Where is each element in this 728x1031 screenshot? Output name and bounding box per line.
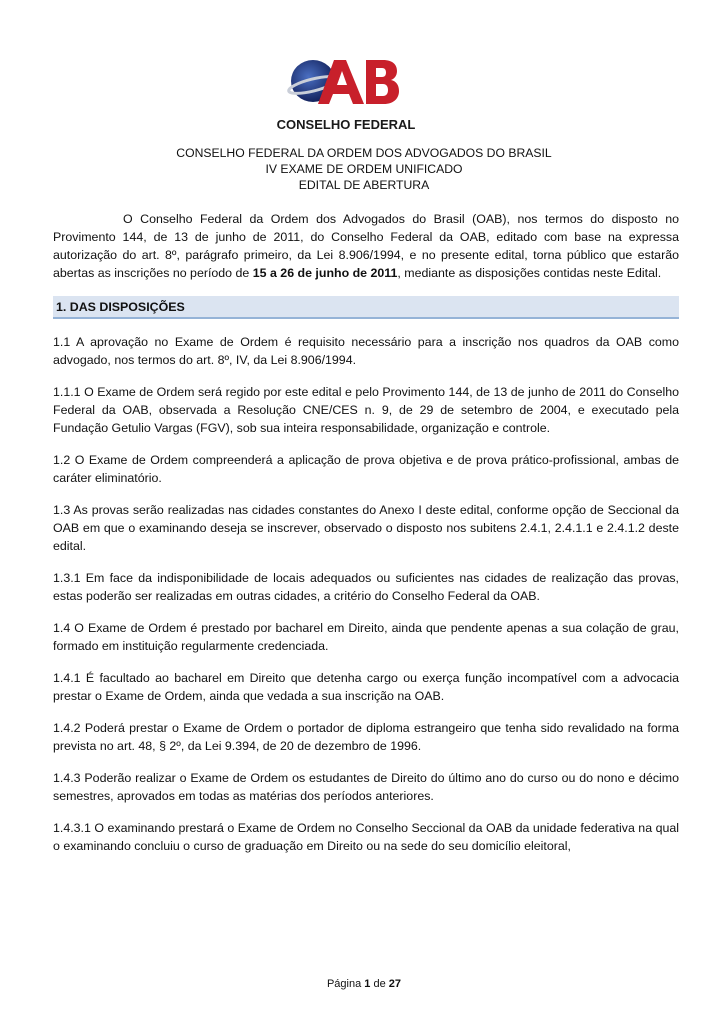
header-line-exam: IV EXAME DE ORDEM UNIFICADO [265,162,463,176]
paragraph-1-2: 1.2 O Exame de Ordem compreenderá a aplicação de prova objetiva e de prova prático-profissional, ambas de caráter eliminatório. [53,453,679,485]
intro-text-after: , mediante as disposições contidas neste Edital. [397,266,662,280]
oab-logo [276,52,416,134]
paragraph-1-1-1: 1.1.1 O Exame de Ordem será regido por este edital e pelo Provimento 144, de 13 de junho de 2011 do Conselho Federal da OAB, observada a Resolução CNE/CES n. 9, de 29 de setembro de 2004, e executado pela Fundação Getulio Vargas (FGV), sob sua inteira responsabilidade, organização e controle. [53,385,679,435]
intro-text-before: O Conselho Federal da Ordem dos Advogados do Brasil (OAB), nos termos do disposto no Provimento 144, de 13 de junho de 2011, do Conselho Federal da OAB, editado com base na expressa autorização do art. 8º, parágrafo primeiro, da Lei 8.906/1994, e no presente edital, torna público que estarão abertas as inscrições no período de [53,212,679,280]
page-current: 1 [364,978,371,990]
paragraph-1-4: 1.4 O Exame de Ordem é prestado por bacharel em Direito, ainda que pendente apenas a sua colação de grau, formado em instituição regularmente credenciada. [53,621,679,653]
paragraph-1-3: 1.3 As provas serão realizadas nas cidades constantes do Anexo I deste edital, conforme opção de Seccional da OAB em que o examinando deseja se inscrever, observado o disposto nos subitens 2.4.1, 2.4.1.1 e 2.4.1.2 deste edital. [53,503,679,553]
page-label: Página [326,978,362,990]
section-heading-disposicoes: 1. DAS DISPOSIÇÕES [53,296,679,319]
paragraph-1-4-1: 1.4.1 É facultado ao bacharel em Direito que detenha cargo ou exerça função incompatível com a advocacia prestar o Exame de Ordem, ainda que vedada a sua inscrição na OAB. [53,671,679,703]
intro-paragraph [53,210,679,282]
page-footer [0,978,728,990]
paragraph-1-4-2: 1.4.2 Poderá prestar o Exame de Ordem o portador de diploma estrangeiro que tenha sido revalidado na forma prevista no art. 48, § 2º, da Lei 9.394, de 20 de dezembro de 1996. [53,721,679,753]
oab-logo-subtitle: CONSELHO FEDERAL [276,117,416,132]
paragraph-1-4-3: 1.4.3 Poderão realizar o Exame de Ordem os estudantes de Direito do último ano do curso ou do nono e décimo semestres, aprovados em todas as matérias dos períodos anteriores. [53,771,679,803]
paragraph-1-1: 1.1 A aprovação no Exame de Ordem é requisito necessário para a inscrição nos quadros da OAB como advogado, nos termos do art. 8º, IV, da Lei 8.906/1994. [53,335,679,367]
document-header [0,145,728,193]
paragraph-1-4-3-1: 1.4.3.1 O examinando prestará o Exame de Ordem no Conselho Seccional da OAB da unidade federativa na qual o examinando concluiu o curso de graduação em Direito ou na sede do seu domicílio eleitoral, [53,821,679,853]
header-line-edital: EDITAL DE ABERTURA [298,178,430,192]
paragraph-1-3-1: 1.3.1 Em face da indisponibilidade de locais adequados ou suficientes nas cidades de realização das provas, estas poderão ser realizadas em outras cidades, a critério do Conselho Federal da OAB. [53,571,679,603]
page-total: 27 [388,978,402,990]
intro-period-highlight: 15 a 26 de junho de 2011 [252,266,398,280]
oab-logo-mark [287,60,399,104]
document-body [53,210,679,869]
header-line-organization: CONSELHO FEDERAL DA ORDEM DOS ADVOGADOS DO BRASIL [176,146,552,160]
page-of-label: de [373,978,386,990]
